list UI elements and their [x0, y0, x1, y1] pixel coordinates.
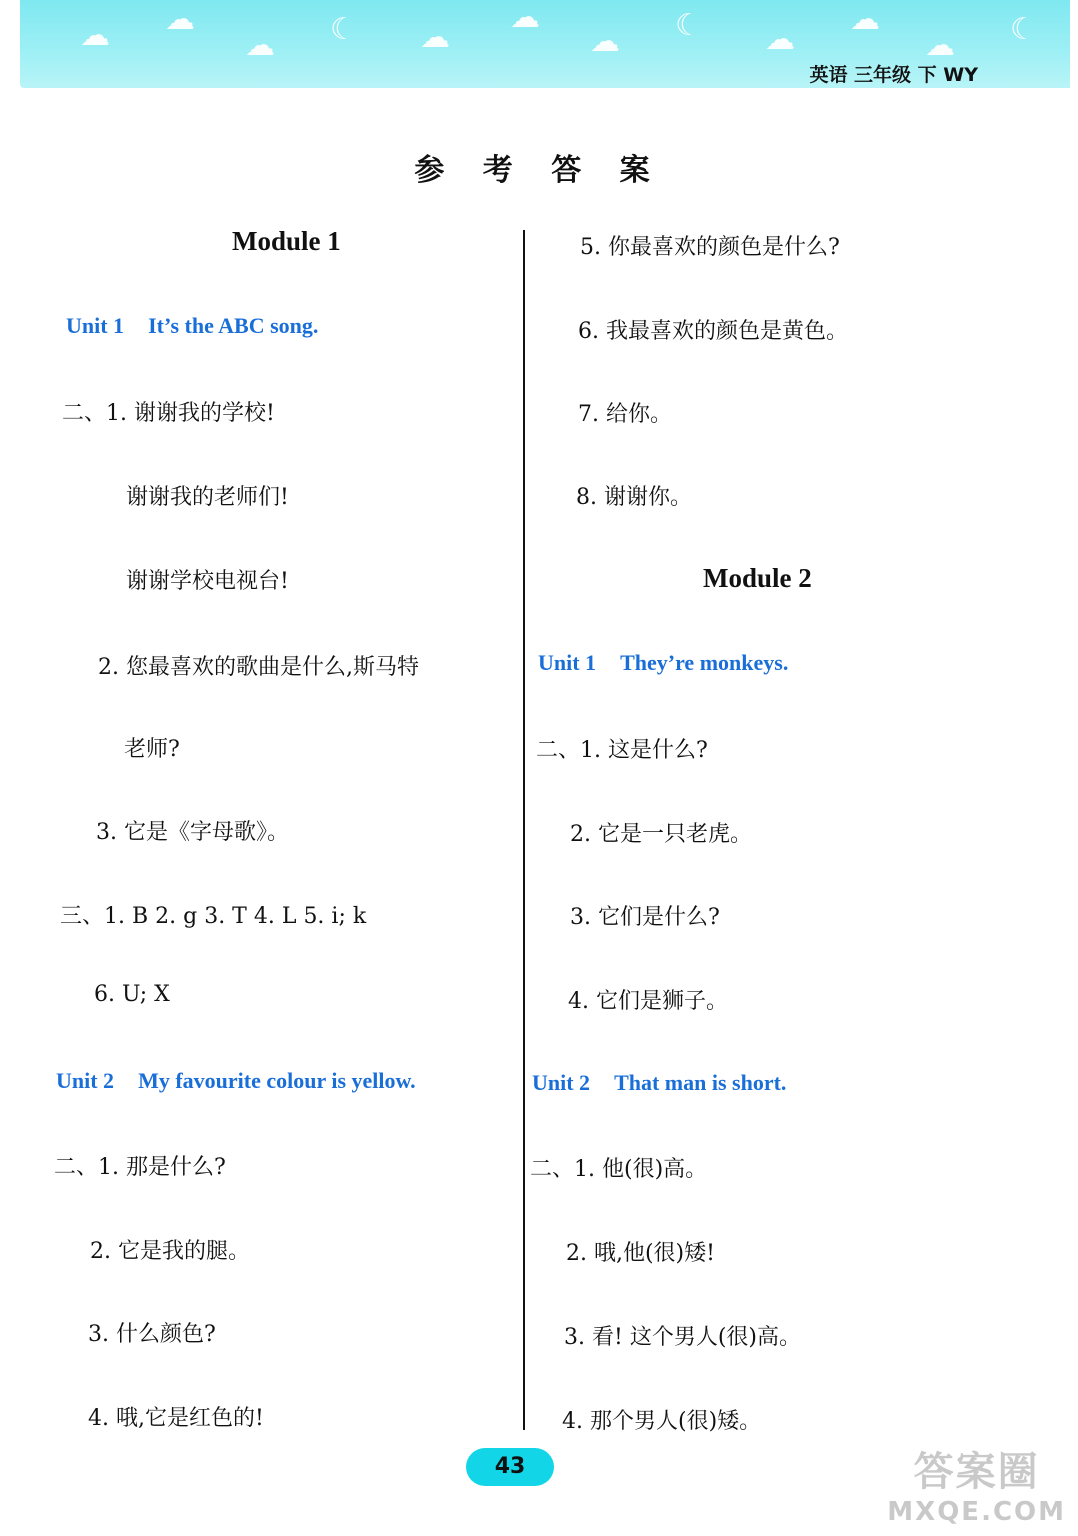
- answer-line: 6. 我最喜欢的颜色是黄色。: [578, 319, 848, 344]
- watermark-bottom: MXQE.COM: [887, 1497, 1066, 1527]
- cloud-icon: ☁: [590, 24, 620, 59]
- unit-heading: [66, 313, 318, 339]
- module-heading: Module 2: [703, 563, 812, 593]
- answer-line: 二、1. 他(很)高。: [530, 1157, 708, 1182]
- unit-heading: [532, 1070, 786, 1096]
- answer-line: 3. 什么颜色?: [88, 1322, 216, 1347]
- answer-line: 4. 那个男人(很)矮。: [562, 1409, 762, 1434]
- answer-line: 3. 它们是什么?: [570, 905, 720, 930]
- unit-title: That man is short.: [614, 1070, 787, 1095]
- answer-line: 二、1. 这是什么?: [536, 738, 708, 763]
- sun-cloud-icon: ☁: [510, 0, 540, 35]
- sun-cloud-icon: ☁: [165, 2, 195, 37]
- unit-title: It’s the ABC song.: [148, 313, 319, 338]
- unit-heading: [538, 650, 788, 676]
- answer-line: 7. 给你。: [578, 402, 672, 427]
- answer-line: 三、1. B 2. g 3. T 4. L 5. i; k: [60, 904, 367, 929]
- answer-line: 谢谢学校电视台!: [126, 569, 289, 594]
- page-title: 参 考 答 案: [414, 153, 664, 188]
- unit-title: My favourite colour is yellow.: [138, 1068, 416, 1093]
- cloud-icon: ☁: [245, 28, 275, 63]
- cloud-icon: ☁: [925, 28, 955, 63]
- page-number: 43: [466, 1448, 554, 1486]
- rain-cloud-icon: ☁: [420, 20, 450, 55]
- answer-line: 2. 它是我的腿。: [90, 1239, 250, 1264]
- moon-icon: ☾: [1010, 12, 1037, 47]
- watermark-logo: [887, 1440, 1066, 1527]
- watermark-top: 答案圈: [913, 1449, 1040, 1495]
- answer-line: 4. 它们是狮子。: [568, 989, 728, 1014]
- unit-number: Unit 1: [66, 313, 125, 338]
- sun-cloud-icon: ☁: [850, 2, 880, 37]
- module-heading: Module 1: [232, 226, 341, 256]
- answer-line: 2. 哦,他(很)矮!: [566, 1241, 715, 1266]
- unit-number: Unit 1: [538, 650, 597, 675]
- header-banner: [20, 0, 1070, 88]
- rain-cloud-icon: ☁: [765, 22, 795, 57]
- answer-line: 二、1. 那是什么?: [54, 1155, 226, 1180]
- answer-line: 6. U; X: [94, 982, 170, 1007]
- answer-line: 5. 你最喜欢的颜色是什么?: [580, 235, 840, 260]
- answer-line: 2. 您最喜欢的歌曲是什么,斯马特: [98, 655, 419, 680]
- unit-title: They’re monkeys.: [620, 650, 789, 675]
- unit-number: Unit 2: [532, 1070, 591, 1095]
- answer-line: 谢谢我的老师们!: [126, 485, 289, 510]
- unit-heading: [56, 1068, 416, 1094]
- answer-line: 二、1. 谢谢我的学校!: [62, 401, 275, 426]
- moon-icon: ☾: [675, 8, 702, 43]
- book-label: 英语 三年级 下 WY: [809, 64, 978, 86]
- answer-line: 2. 它是一只老虎。: [570, 822, 752, 847]
- answer-line: 8. 谢谢你。: [576, 485, 692, 510]
- answer-line: 老师?: [124, 737, 180, 762]
- unit-number: Unit 2: [56, 1068, 115, 1093]
- answer-line: 4. 哦,它是红色的!: [88, 1406, 264, 1431]
- answer-line: 3. 看! 这个男人(很)高。: [564, 1325, 801, 1350]
- column-divider: [523, 230, 525, 1430]
- moon-icon: ☾: [330, 12, 357, 47]
- answer-line: 3. 它是《字母歌》。: [96, 820, 289, 845]
- rain-cloud-icon: ☁: [80, 18, 110, 53]
